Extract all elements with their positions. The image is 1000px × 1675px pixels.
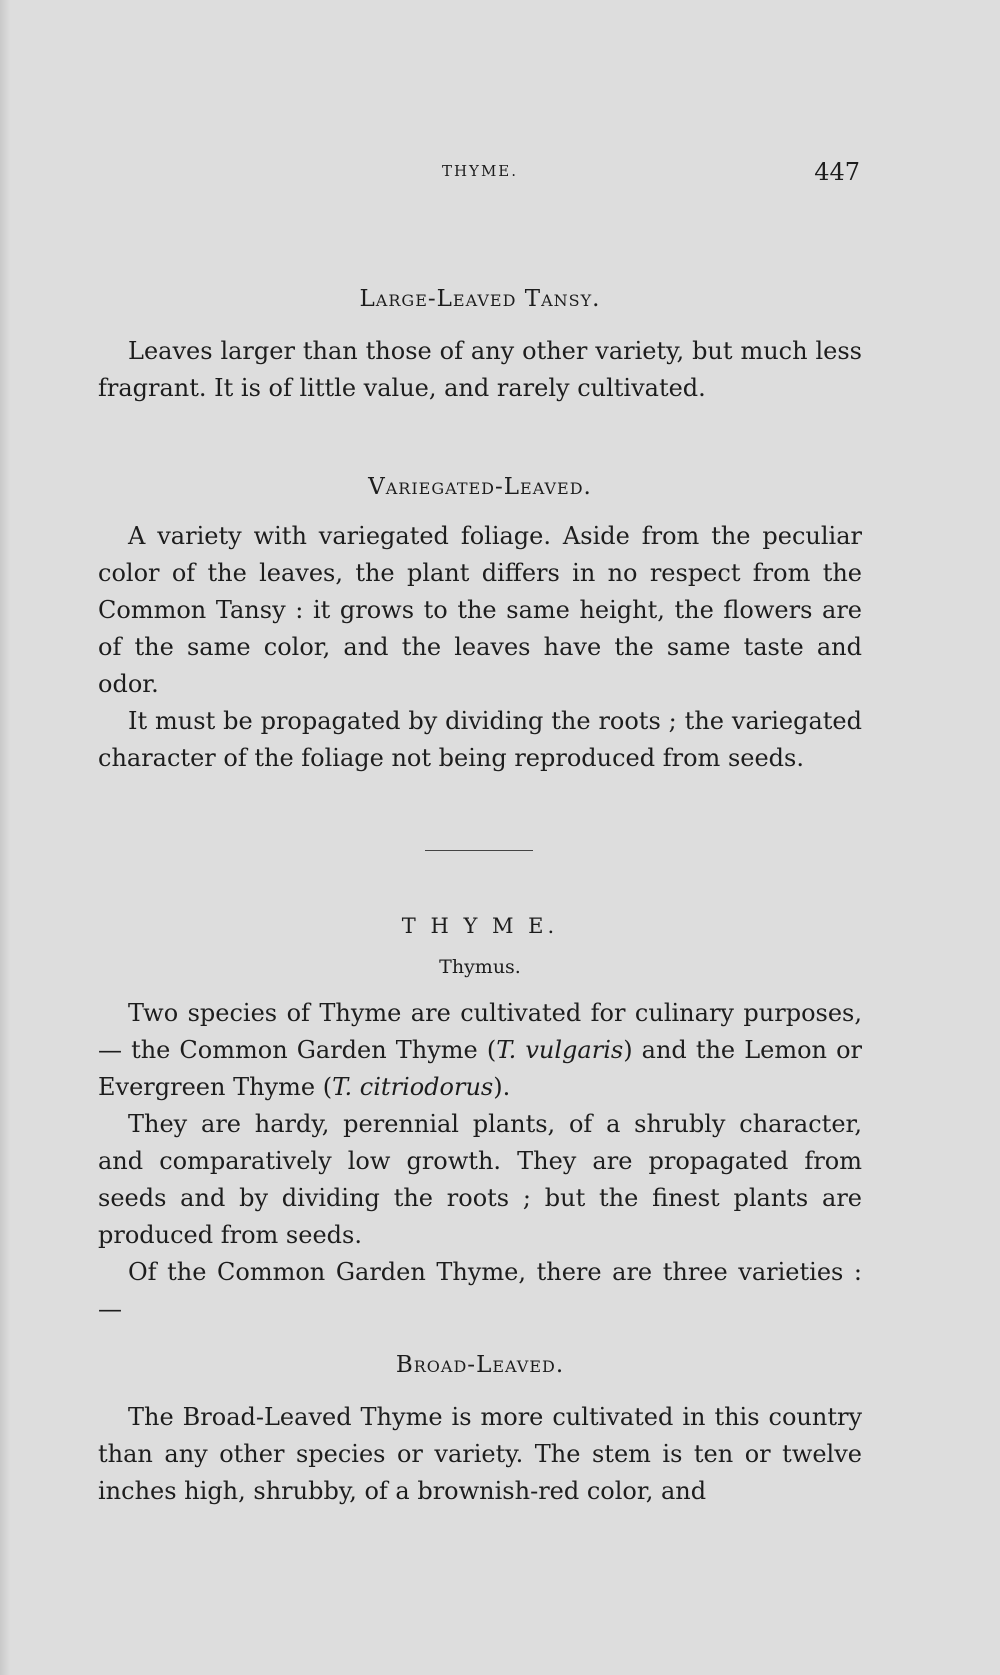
running-head bbox=[98, 158, 862, 184]
section-large-leaved bbox=[98, 333, 862, 407]
heading-thyme: T H Y M E. bbox=[401, 914, 559, 938]
page-gutter bbox=[0, 0, 10, 1675]
paragraph-thyme-2: They are hardy, perennial plants, of a shrubly character, and comparatively low growth. They are propagated from seeds and by dividing the roots ; but the finest plants are produced from seeds. bbox=[98, 1110, 862, 1249]
paragraph-thyme-3: Of the Common Garden Thyme, there are three varieties : — bbox=[98, 1258, 862, 1323]
species-citriodorus: T. citriodorus bbox=[332, 1073, 494, 1101]
paragraph-broad-leaved: The Broad-Leaved Thyme is more cultivated in this country than any other species or variety. The stem is ten or twelve inches high, shrubby, of a brownish-red color, and bbox=[98, 1403, 862, 1505]
paragraph-variegated-2: It must be propagated by dividing the roots ; the variegated character of the foliage not being reproduced from seeds. bbox=[98, 707, 862, 772]
section-broad-leaved bbox=[98, 1399, 862, 1510]
section-thyme bbox=[98, 995, 862, 1328]
section-variegated bbox=[98, 518, 862, 777]
thyme-p1-text-b: ) and the Lemon or Evergreen Thyme ( bbox=[98, 1036, 862, 1101]
heading-large-leaved-tansy: Large-Leaved Tansy. bbox=[359, 286, 601, 312]
thyme-p1-text-c: ). bbox=[493, 1073, 511, 1101]
paragraph-large-leaved: Leaves larger than those of any other variety, but much less fragrant. It is of little value, and rarely cultivated. bbox=[98, 337, 862, 402]
thyme-p1-text-a: Two species of Thyme are cultivated for culinary purposes, — the Common Garden Thyme ( bbox=[98, 999, 862, 1064]
running-title: THYME. bbox=[441, 162, 519, 180]
latin-name: Thymus. bbox=[439, 956, 521, 978]
section-divider bbox=[425, 850, 533, 851]
paragraph-variegated-1: A variety with variegated foliage. Aside from the peculiar color of the leaves, the plant differs in no respect from the Common Tansy : it grows to the same height, the flowers are of the same color, and the leaves have the same taste and odor. bbox=[98, 522, 862, 698]
species-vulgaris: T. vulgaris bbox=[496, 1036, 624, 1064]
heading-variegated-leaved: Variegated-Leaved. bbox=[368, 474, 592, 500]
heading-broad-leaved: Broad-Leaved. bbox=[395, 1352, 565, 1378]
paragraph-thyme-1 bbox=[98, 995, 862, 1106]
page-number: 447 bbox=[814, 158, 860, 186]
